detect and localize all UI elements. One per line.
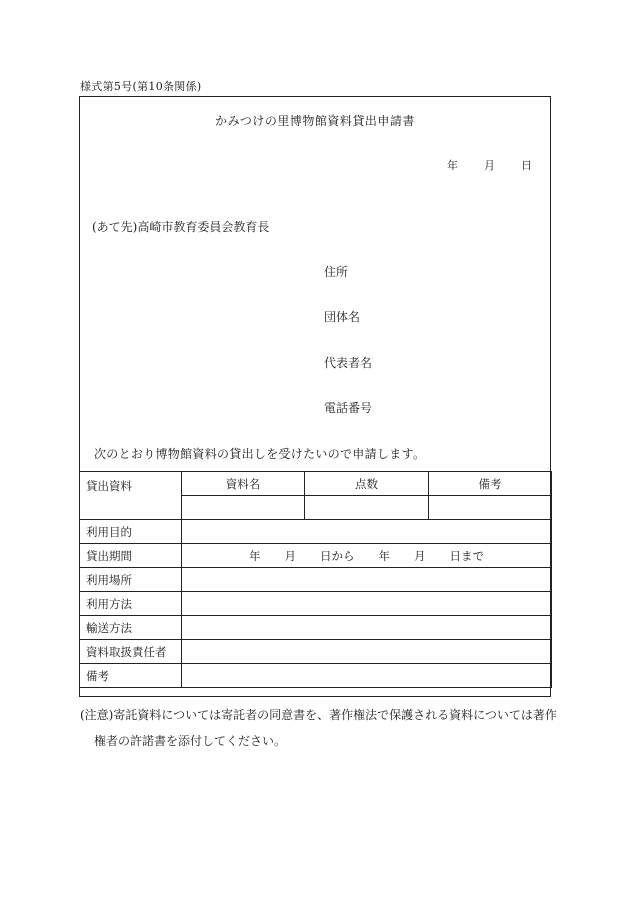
table-row [80, 664, 552, 688]
period-year-to: 年 [378, 548, 390, 563]
handler-label: 資料取扱責任者 [80, 640, 182, 664]
form-title: かみつけの里博物館資料貸出申請書 [215, 114, 415, 128]
request-statement: 次のとおり博物館資料の貸出しを受けたいので申請します。 [94, 447, 426, 461]
table-row [80, 640, 552, 664]
table-row [80, 592, 552, 616]
note-line-1: (注意)寄託資料については寄託者の同意書を、著作権法で保護される資料については著作 [80, 708, 557, 722]
handler-field[interactable] [182, 640, 552, 664]
table-row [80, 568, 552, 592]
date-line [447, 157, 532, 173]
loan-materials-label: 貸出資料 [80, 472, 182, 520]
col-header-remarks: 備考 [429, 472, 552, 496]
method-field[interactable] [182, 592, 552, 616]
loan-details-table [79, 471, 552, 688]
applicant-organization-label: 団体名 [324, 310, 361, 324]
period-month-from: 月 [284, 548, 296, 563]
transport-field[interactable] [182, 616, 552, 640]
table-row [80, 544, 552, 568]
col-header-count: 点数 [305, 472, 429, 496]
table-row [80, 472, 552, 496]
material-name-field[interactable] [182, 496, 305, 520]
period-day-from: 日から [320, 548, 355, 563]
date-day: 日 [521, 159, 532, 172]
note-line-2: 権者の許諾書を添付してください。 [94, 734, 287, 748]
material-remarks-field[interactable] [429, 496, 552, 520]
purpose-label: 利用目的 [80, 520, 182, 544]
period-day-to: 日まで [449, 548, 484, 563]
table-row [80, 616, 552, 640]
period-year-from: 年 [249, 548, 261, 563]
place-field[interactable] [182, 568, 552, 592]
period-label: 貸出期間 [80, 544, 182, 568]
date-month: 月 [484, 159, 495, 172]
form-number: 様式第5号(第10条関係) [80, 80, 202, 93]
date-year: 年 [447, 159, 458, 172]
purpose-field[interactable] [182, 520, 552, 544]
col-header-material-name: 資料名 [182, 472, 305, 496]
table-row [80, 520, 552, 544]
period-field[interactable] [182, 544, 552, 568]
method-label: 利用方法 [80, 592, 182, 616]
addressee: (あて先)高崎市教育委員会教育長 [92, 220, 270, 234]
remarks-label: 備考 [80, 664, 182, 688]
applicant-address-label: 住所 [324, 265, 349, 279]
remarks-field[interactable] [182, 664, 552, 688]
application-form [79, 96, 551, 697]
applicant-phone-label: 電話番号 [324, 401, 373, 415]
transport-label: 輸送方法 [80, 616, 182, 640]
applicant-representative-label: 代表者名 [324, 356, 373, 370]
period-month-to: 月 [414, 548, 426, 563]
place-label: 利用場所 [80, 568, 182, 592]
material-count-field[interactable] [305, 496, 429, 520]
